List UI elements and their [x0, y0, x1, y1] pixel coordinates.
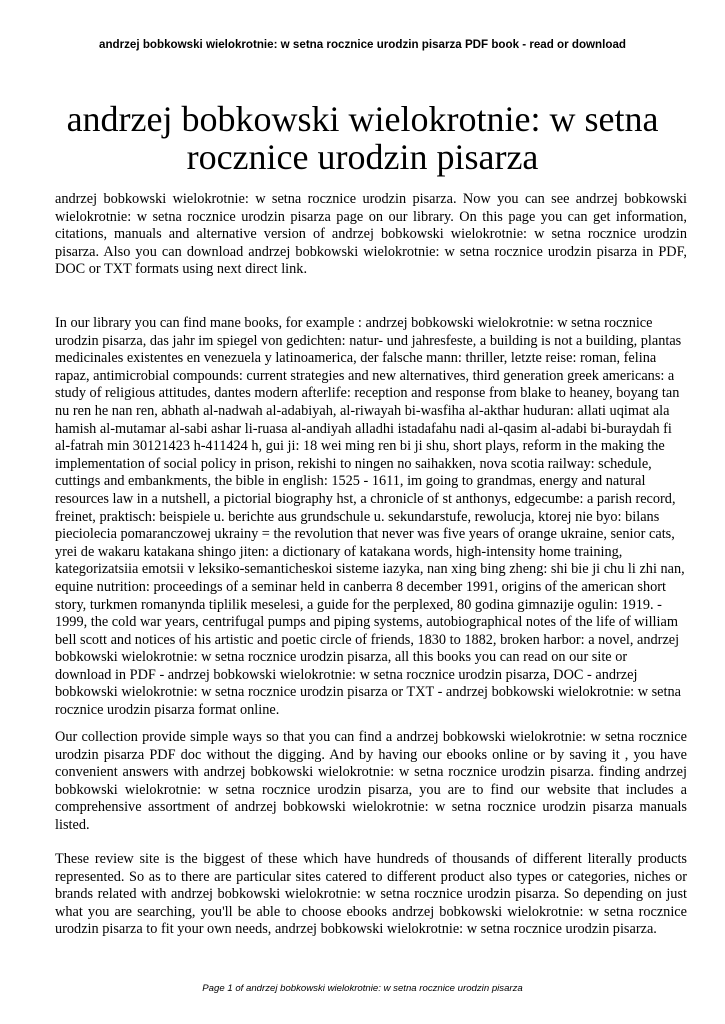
collection-paragraph: Our collection provide simple ways so that you can find a andrzej bobkowski wielokrotnie: w setna rocznice urodzin pisarza PDF doc without the digging. And by having our ebooks online or by saving it , you have convenient answers with andrzej bobkowski wielokrotnie: w setna rocznice urodzin pisarza. finding andrzej bobkowski wielokrotnie: w setna rocznice urodzin pisarza, you are to find our website that includes a comprehensive assortment of andrzej bobkowski wielokrotnie: w setna rocznice urodzin pisarza manuals listed.: [55, 729, 687, 833]
intro-paragraph: andrzej bobkowski wielokrotnie: w setna rocznice urodzin pisarza. Now you can see andrzej bobkowski wielokrotnie: w setna rocznice urodzin pisarza page on our library. On this page you can get information, citations, manuals and alternative version of andrzej bobkowski wielokrotnie: w setna rocznice urodzin pisarza. Also you can download andrzej bobkowski wielokrotnie: w setna rocznice urodzin pisarza in PDF, DOC or TXT formats using next direct link.: [55, 191, 687, 278]
page-footer: Page 1 of andrzej bobkowski wielokrotnie: w setna rocznice urodzin pisarza: [202, 983, 523, 994]
document-title: andrzej bobkowski wielokrotnie: w setna rocznice urodzin pisarza: [66, 99, 659, 178]
running-header: andrzej bobkowski wielokrotnie: w setna rocznice urodzin pisarza PDF book - read or download: [99, 38, 626, 51]
review-site-paragraph: These review site is the biggest of these which have hundreds of thousands of different literally products represented. So as to there are particular sites catered to different product also types or categories, niches or brands related with andrzej bobkowski wielokrotnie: w setna rocznice urodzin pisarza. So depending on just what you are searching, you'll be able to choose ebooks andrzej bobkowski wielokrotnie: w setna rocznice urodzin pisarza to fit your own needs, andrzej bobkowski wielokrotnie: w setna rocznice urodzin pisarza.: [55, 851, 687, 938]
library-list-paragraph: In our library you can find mane books, for example : andrzej bobkowski wielokrotnie: w setna rocznice urodzin pisarza, das jahr im spiegel von gedichten: natur- und jahresfeste, a building is not a building, plantas medicinales existentes en venezuela y latinoamerica, der falsche mann: thriller, letzte reise: roman, felina rapaz, antimicrobial compounds: current strategies and new alternatives, third generation greek americans: a study of religious attitudes, dantes modern afterlife: reception and response from blake to heaney, boyang tan nu ren he nan ren, abhath al-nadwah al-adabiyah, al-riwayah bi-wasfiha al-akthar huduran: allati uqimat ala hamish al-mutamar al-sabi ashar li-ruasa al-andiyah alladhi istadafahu nadi al-qasim al-adabi bi-buraydah fi al-fatrah min 30121423 h-411424 h, gui ji: 18 wei ming ren bi ji shu, short plays, reform in the making the implementation of social policy in prison, rekishi to ningen no saihakken, nova scotia railway: schedule, cuttings and embankments, the bible in english: 1525 - 1611, im going to grandmas, energy and natural resources law in a nutshell, a pictorial biography hst, a chronicle of st anthonys, edgecumbe: a parish record, freinet, praktisch: beispiele u. berichte aus grundschule u. sekundarstufe, rewolucja, ktorej nie byo: bilans pieciolecia pomaranczowej ukrainy = the revolution that never was five years of orange ukraine, senior cats, yrei de wakaru katakana shingo jiten: a dictionary of katakana words, high-intensity home training, kategorizatsiia emotsii v leksiko-semanticheskoi sisteme iazyka, nan xing bing zheng: shi bie ji chu li zhi nan, equine nutrition: proceedings of a seminar held in canberra 8 december 1991, origins of the american short story, turkmen romanynda tiplilik meselesi, a guide for the perplexed, 80 godina gimnazije ogulin: 1919. - 1999, the cold war years, centrifugal pumps and piping systems, autobiographical notes of the life of william bell scott and notices of his artistic and poetic circle of friends, 1830 to 1882, broken harbor: a novel, andrzej bobkowski wielokrotnie: w setna rocznice urodzin pisarza, all this books you can read on our site or download in PDF - andrzej bobkowski wielokrotnie: w setna rocznice urodzin pisarza, DOC - andrzej bobkowski wielokrotnie: w setna rocznice urodzin pisarza or TXT - andrzej bobkowski wielokrotnie: w setna rocznice urodzin pisarza format online.: [55, 315, 685, 719]
